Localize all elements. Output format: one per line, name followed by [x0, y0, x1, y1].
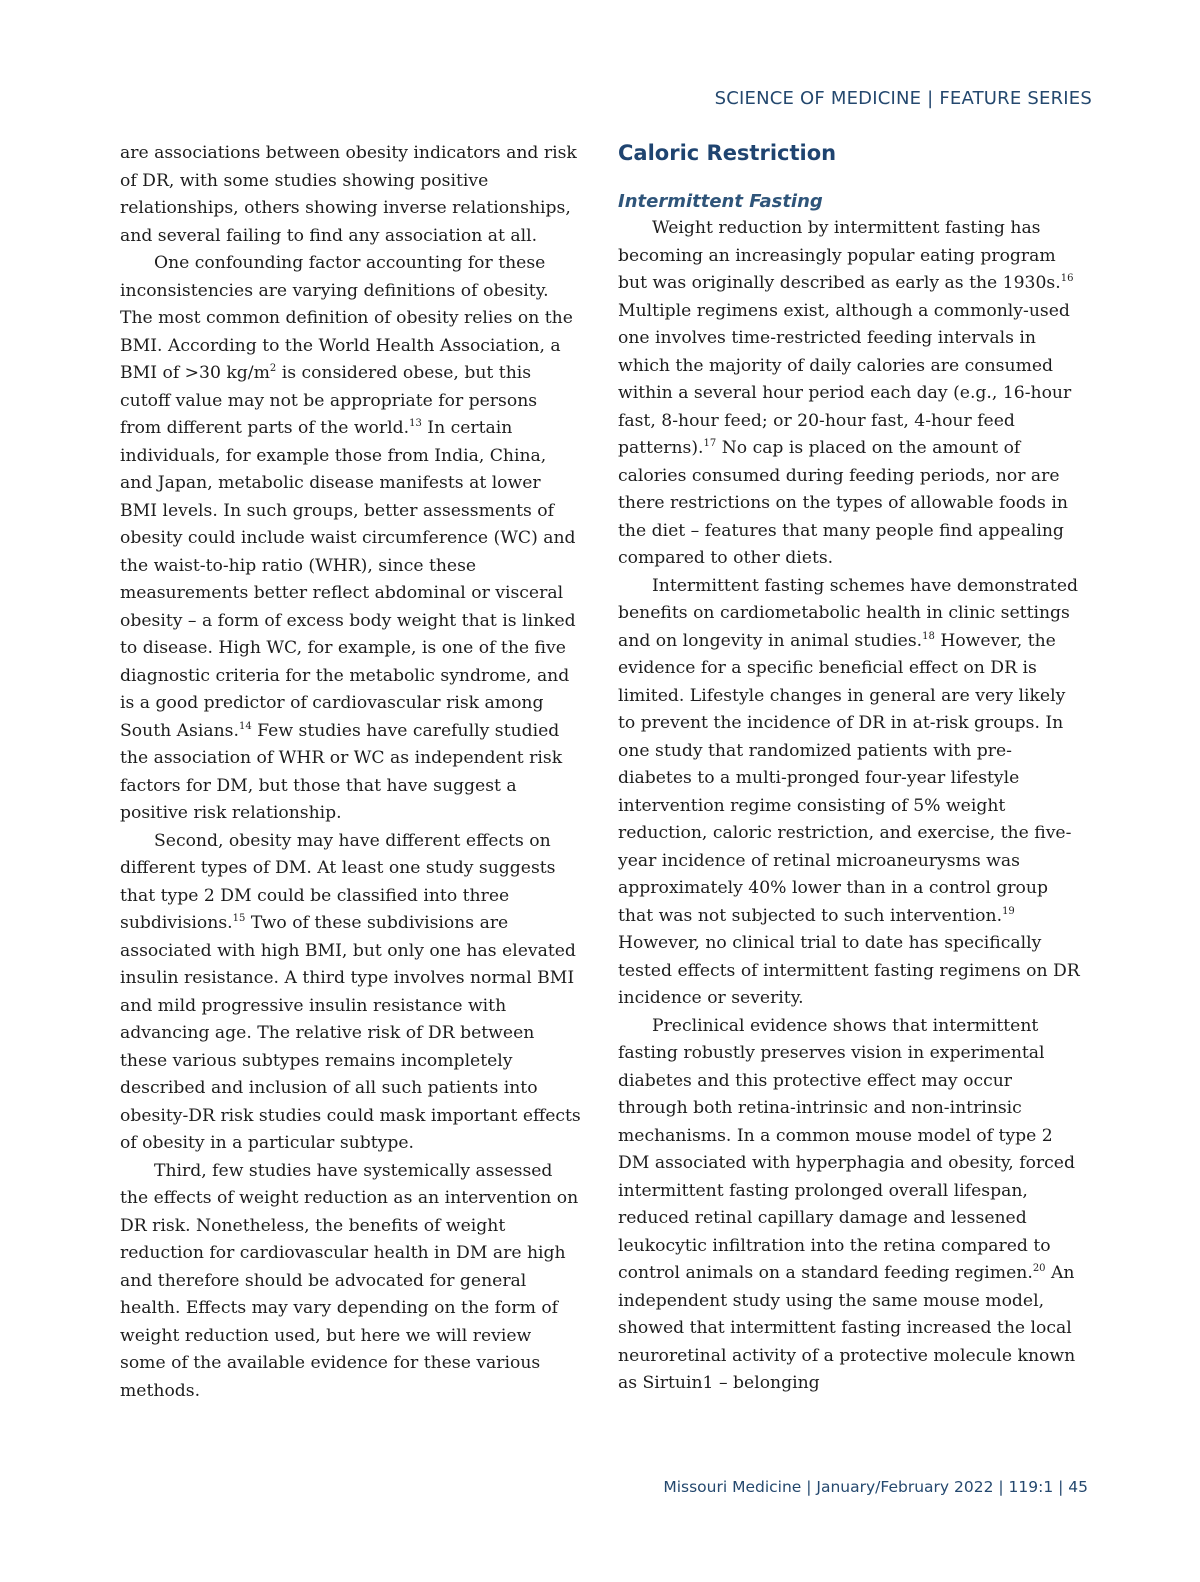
left-paragraph-3 [120, 828, 582, 1158]
left-p3b-text: Two of these subdivisions are associated with high BMI, but only one has elevated insulin resistance. A third type involves normal BMI and mild progressive insulin resistance with advancing age. The relative risk of DR between these various subtypes remains incompletely described and inclusion of all such patients into obesity-DR risk studies could mask important effects of obesity in a particular subtype. [120, 913, 581, 1153]
right-p1c-text: No cap is placed on the amount of calories consumed during feeding periods, nor are there restrictions on the types of allowable foods in the diet – features that many people find appealing compared to other diets. [618, 438, 1068, 568]
right-paragraph-3 [618, 1013, 1080, 1398]
section-heading: Caloric Restriction [618, 141, 837, 165]
left-p4-text: Third, few studies have systemically assessed the effects of weight reduction as an intervention on DR risk. Nonetheless, the benefits of weight reduction for cardiovascular health in DM are high and therefore should be advocated for general health. Effects may vary depending on the form of weight reduction used, but here we will review some of the available evidence for these various methods. [120, 1160, 579, 1401]
left-paragraph-4 [120, 1158, 582, 1406]
left-p3a-text: Second, obesity may have different effects on different types of DM. At least one study suggests that type 2 DM could be classified into three subdivisions. [120, 830, 556, 933]
right-p2c-text: However, no clinical trial to date has specifically tested effects of intermittent fasting regimens on DR incidence or severity. [618, 933, 1080, 1008]
left-p2b-text: is considered obese, but this cutoff value may not be appropriate for persons from different parts of the world. [120, 363, 538, 438]
reference-16: 16 [1060, 273, 1074, 284]
reference-19: 19 [1002, 905, 1015, 917]
right-paragraph-2 [618, 573, 1080, 1013]
left-p2a-text: One confounding factor accounting for these inconsistencies are varying definitions of obesity. The most common definition of obesity relies on the BMI. According to the World Health Association, a BMI of >30 kg/m [120, 253, 573, 383]
right-p2a-text: Intermittent fasting schemes have demonstrated benefits on cardiometabolic health in clinic settings and on longevity in animal studies. [618, 575, 1079, 651]
left-paragraph-2 [120, 250, 582, 828]
left-p2c-text: In certain individuals, for example those from India, China, and Japan, metabolic disease manifests at lower BMI levels. In such groups, better assessments of obesity could include waist circumference (WC) and the waist-to-hip ratio (WHR), since these measurements better reflect abdominal or visceral obesity – a form of excess body weight that is linked to disease. High WC, for example, is one of the five diagnostic criteria for the metabolic syndrome, and is a good predictor of cardiovascular risk among South Asians. [120, 418, 576, 741]
right-p1b-text: Multiple regimens exist, although a commonly-used one involves time-restricted feeding intervals in which the majority of daily calories are consumed within a several hour period each day (e.g., 16-hour fast, 8-hour feed; or 20-hour fast, 4-hour feed patterns). [618, 300, 1072, 458]
reference-15: 15 [232, 913, 246, 924]
left-paragraph-1 [120, 140, 582, 250]
superscript-squared: 2 [269, 363, 277, 374]
reference-18: 18 [922, 630, 935, 642]
right-column [618, 140, 1080, 1398]
running-head: SCIENCE OF MEDICINE | FEATURE SERIES [714, 88, 1092, 109]
page-footer: Missouri Medicine | January/February 2022 | 119:1 | 45 [663, 1478, 1088, 1496]
reference-17: 17 [703, 438, 717, 449]
right-p3b-text: An independent study using the same mouse model, showed that intermittent fasting increased the local neuroretinal activity of a protective molecule known as Sirtuin1 – belonging [618, 1263, 1076, 1393]
reference-13: 13 [409, 418, 422, 429]
subsection-heading: Intermittent Fasting [618, 191, 823, 212]
right-p1a-text: Weight reduction by intermittent fasting has becoming an increasingly popular eating program but was originally described as early as the 1930s. [618, 218, 1061, 293]
reference-20: 20 [1032, 1263, 1046, 1274]
reference-14: 14 [238, 720, 252, 732]
left-column [120, 140, 582, 1405]
right-p2b-text: However, the evidence for a specific beneficial effect on DR is limited. Lifestyle changes in general are very likely to prevent the incidence of DR in at-risk groups. In one study that randomized patients with pre-diabetes to a multi-pronged four-year lifestyle intervention regime consisting of 5% weight reduction, caloric restriction, and exercise, the five-year incidence of retinal microaneurysms was approximately 40% lower than in a control group that was not subjected to such intervention. [618, 630, 1072, 926]
left-p2d-text: Few studies have carefully studied the association of WHR or WC as independent risk factors for DM, but those that have suggest a positive risk relationship. [120, 720, 563, 823]
left-p1-text: are associations between obesity indicators and risk of DR, with some studies showing positive relationships, others showing inverse relationships, and several failing to find any association at all. [120, 143, 577, 246]
right-p3a-text: Preclinical evidence shows that intermittent fasting robustly preserves vision in experimental diabetes and this protective effect may occur through both retina-intrinsic and non-intrinsic mechanisms. In a common mouse model of type 2 DM associated with hyperphagia and obesity, forced intermittent fasting prolonged overall lifespan, reduced retinal capillary damage and lessened leukocytic infiltration into the retina compared to control animals on a standard feeding regimen. [618, 1015, 1075, 1283]
right-paragraph-1 [618, 215, 1080, 573]
